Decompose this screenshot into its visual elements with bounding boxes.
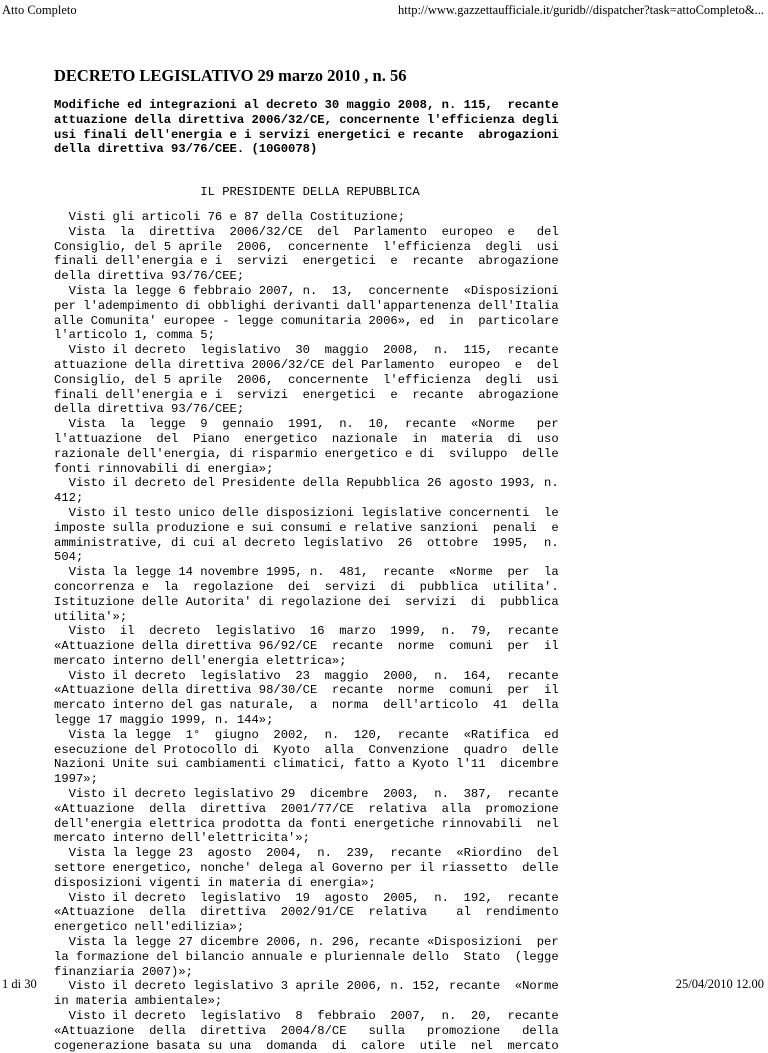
document-subtitle: Modifiche ed integrazioni al decreto 30 maggio 2008, n. 115, recante attuazione della direttiva 2006/32/CE, concernente l'efficienza degli usi finali dell'energia e i servizi energetici e recante abrogazioni della direttiva 93/76/CEE. (10G0078)	[54, 98, 559, 157]
document-title: DECRETO LEGISLATIVO 29 marzo 2010 , n. 56	[54, 66, 407, 85]
document-intro-heading: IL PRESIDENTE DELLA REPUBBLICA	[54, 185, 420, 200]
page-title: Atto Completo	[2, 3, 77, 17]
document-body: Visti gli articoli 76 e 87 della Costituzione; Vista la direttiva 2006/32/CE del Parlamento europeo e del Consiglio, del 5 aprile 2006, concernente l'efficienza degli usi finali dell'energia e i servizi energetici e recante abrogazione della direttiva 93/76/CEE; Vista la legge 6 febbraio 2007, n. 13, concernente «Disposizioni per l'adempimento di obblighi derivanti dall'appartenenza dell'Italia alle Comunita' europee - legge comunitaria 2006», ed in particolare l'articolo 1, comma 5; Visto il decreto legislativo 30 maggio 2008, n. 115, recante attuazione della direttiva 2006/32/CE del Parlamento europeo e del Consiglio, del 5 aprile 2006, concernente l'efficienza degli usi finali dell'energia e i servizi energetici e recante abrogazione della direttiva 93/76/CEE; Vista la legge 9 gennaio 1991, n. 10, recante «Norme per l'attuazione del Piano energetico nazionale in materia di uso razionale dell'energia, di risparmio energetico e di sviluppo delle fonti rinnovabili di energia»; Visto il decreto del Presidente della Repubblica 26 agosto 1993, n. 412; Visto il testo unico delle disposizioni legislative concernenti le imposte sulla produzione e sui consumi e relative sanzioni penali e amministrative, di cui al decreto legislativo 26 ottobre 1995, n. 504; Vista la legge 14 novembre 1995, n. 481, recante «Norme per la concorrenza e la regolazione dei servizi di pubblica utilita'. Istituzione delle Autorita' di regolazione dei servizi di pubblica utilita'»; Visto il decreto legislativo 16 marzo 1999, n. 79, recante «Attuazione della direttiva 96/92/CE recante norme comuni per il mercato interno dell'energia elettrica»; Visto il decreto legislativo 23 maggio 2000, n. 164, recante «Attuazione della direttiva 98/30/CE recante norme comuni per il mercato interno del gas naturale, a norma dell'articolo 41 della legge 17 maggio 1999, n. 144»; Vista la legge 1° giugno 2002, n. 120, recante «Ratifica ed esecuzione del Protocollo di Kyoto alla Convenzione quadro delle Nazioni Unite sui cambiamenti climatici, fatto a Kyoto l'11 dicembre 1997»; Visto il decreto legislativo 29 dicembre 2003, n. 387, recante «Attuazione della direttiva 2001/77/CE relativa alla promozione dell'energia elettrica prodotta da fonti energetiche rinnovabili nel mercato interno dell'elettricita'»; Vista la legge 23 agosto 2004, n. 239, recante «Riordino del settore energetico, nonche' delega al Governo per il riassetto delle disposizioni vigenti in materia di energia»; Visto il decreto legislativo 19 agosto 2005, n. 192, recante «Attuazione della direttiva 2002/91/CE relativa al rendimento energetico nell'edilizia»; Vista la legge 27 dicembre 2006, n. 296, recante «Disposizioni per la formazione del bilancio annuale e pluriennale dello Stato (legge finanziaria 2007)»; Visto il decreto legislativo 3 aprile 2006, n. 152, recante «Norme in materia ambientale»; Visto il decreto legislativo 8 febbraio 2007, n. 20, recante «Attuazione della direttiva 2004/8/CE sulla promozione della cogenerazione basata su una domanda di calore utile nel mercato	[54, 209, 559, 1053]
print-datetime: 25/04/2010 12.00	[675, 977, 764, 991]
page-indicator: 1 di 30	[2, 977, 37, 991]
document	[54, 66, 754, 1053]
print-footer	[0, 976, 768, 992]
page-url: http://www.gazzettaufficiale.it/guridb//dispatcher?task=attoCompleto&...	[398, 3, 764, 17]
print-header	[0, 2, 768, 18]
